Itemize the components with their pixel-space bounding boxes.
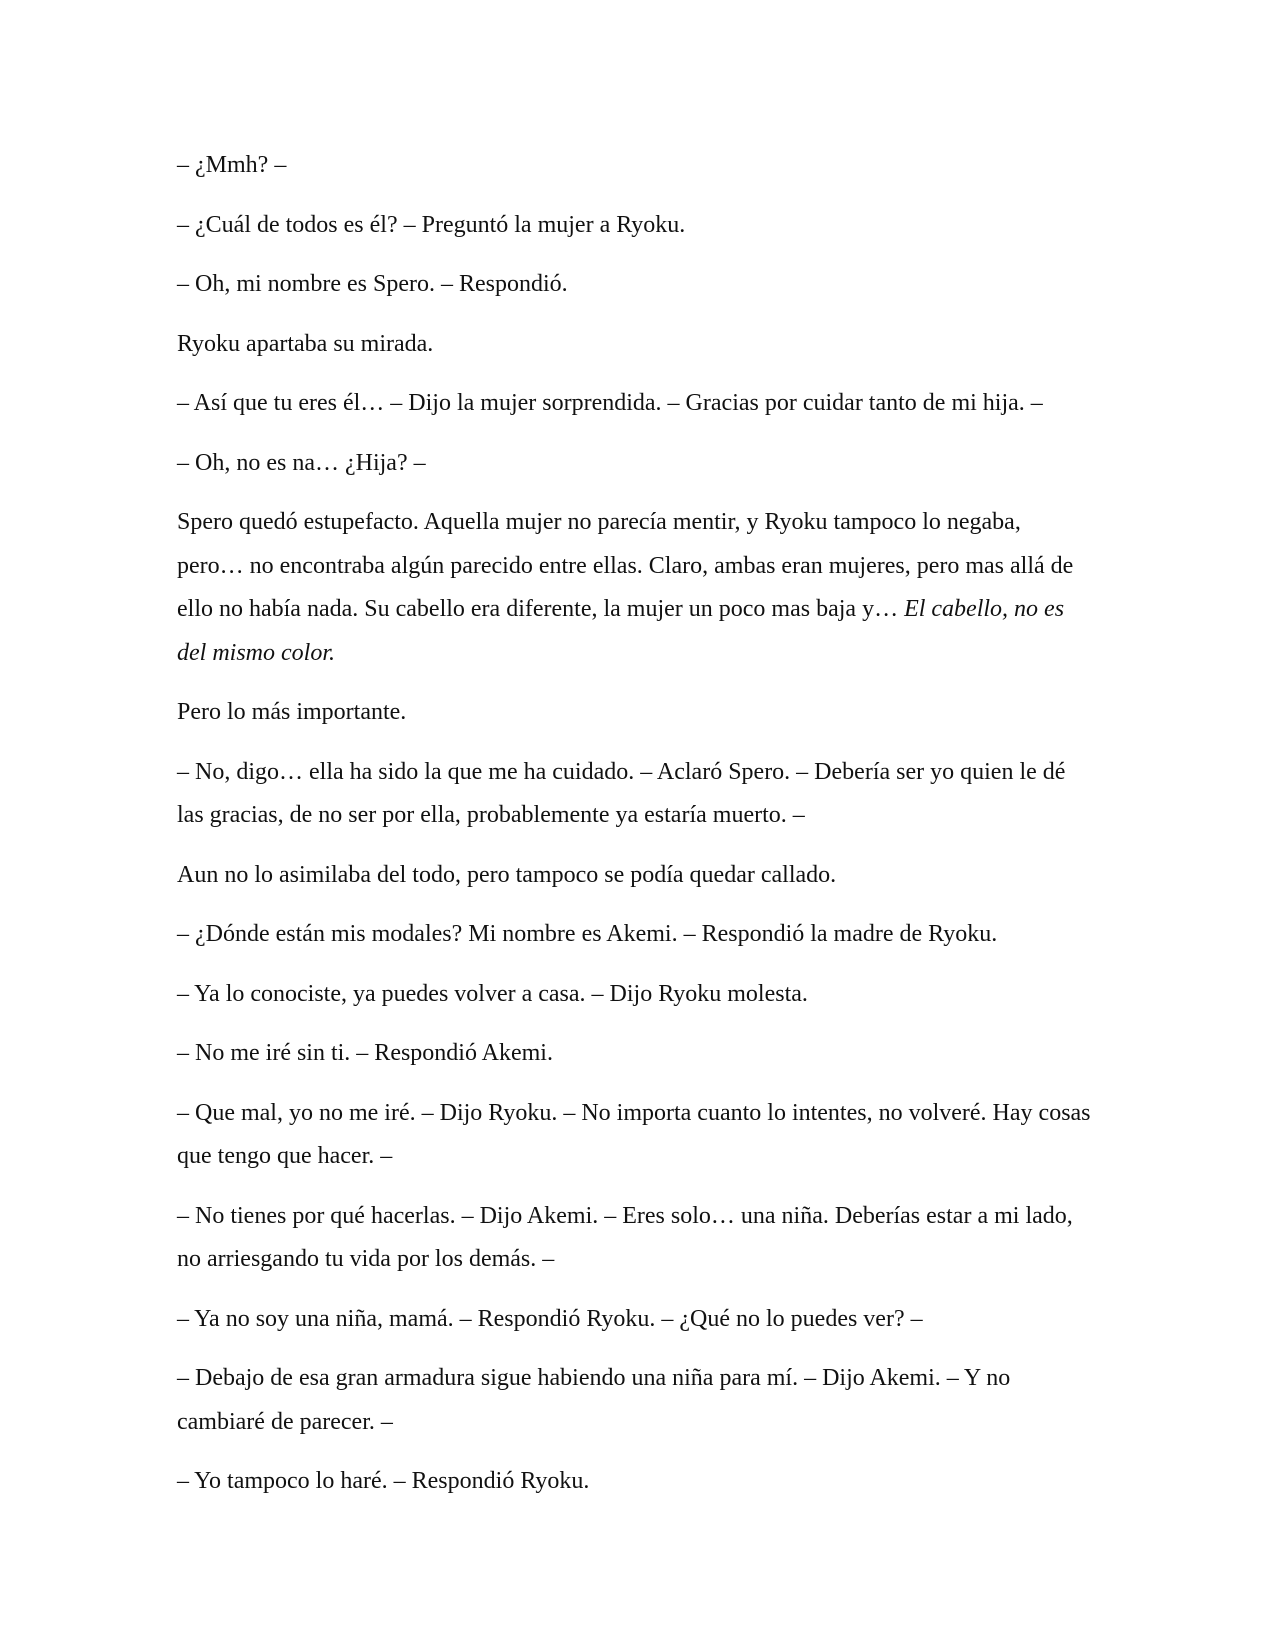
paragraph [177,913,1092,957]
paragraph [177,263,1092,307]
paragraph [177,1032,1092,1076]
paragraph [177,382,1092,426]
paragraph [177,854,1092,898]
paragraph-text: – ¿Dónde están mis modales? Mi nombre es Akemi. – Respondió la madre de Ryoku. [177,921,998,947]
paragraph-text: – No tienes por qué hacerlas. – Dijo Akemi. – Eres solo… una niña. Deberías estar a mi lado, no arriesgando tu vida por los demás. – [177,1202,1073,1272]
paragraph-text: – Oh, mi nombre es Spero. – Respondió. [177,271,568,297]
document-body [177,144,1092,1520]
paragraph-italic-text: El cabello, no es del mismo color. [177,596,1065,666]
paragraph-text: – Oh, no es na… ¿Hija? – [177,449,426,476]
paragraph-text: Pero lo más importante. [177,699,407,725]
paragraph-text: Ryoku apartaba su mirada. [177,330,434,357]
paragraph [177,144,1092,188]
paragraph [177,204,1092,248]
paragraph [177,501,1092,675]
paragraph-text: – Ya lo conociste, ya puedes volver a casa. – Dijo Ryoku molesta. [177,980,808,1007]
paragraph-text: Spero quedó estupefacto. Aquella mujer no parecía mentir, y Ryoku tampoco lo negaba, pero… no encontraba algún parecido entre ellas. Claro, ambas eran mujeres, pero mas allá de ello no había nada. Su cabello era diferente, la mujer un poco mas baja y… [177,509,1074,622]
paragraph [177,1195,1092,1282]
paragraph [177,1092,1092,1179]
paragraph-text: – ¿Mmh? – [177,152,287,178]
paragraph-text: – No, digo… ella ha sido la que me ha cuidado. – Aclaró Spero. – Debería ser yo quien le dé las gracias, de no ser por ella, probablemente ya estaría muerto. – [177,758,1066,828]
paragraph [177,1298,1092,1342]
paragraph-text: – Que mal, yo no me iré. – Dijo Ryoku. – No importa cuanto lo intentes, no volveré. Hay cosas que tengo que hacer. – [177,1099,1091,1169]
paragraph [177,973,1092,1017]
paragraph-text: – Debajo de esa gran armadura sigue habiendo una niña para mí. – Dijo Akemi. – Y no cambiaré de parecer. – [177,1365,1011,1435]
paragraph-text: – Así que tu eres él… – Dijo la mujer sorprendida. – Gracias por cuidar tanto de mi hija. – [177,390,1043,416]
paragraph-text: Aun no lo asimilaba del todo, pero tampoco se podía quedar callado. [177,861,837,888]
paragraph [177,1357,1092,1444]
paragraph-text: – Yo tampoco lo haré. – Respondió Ryoku. [177,1468,590,1494]
paragraph [177,442,1092,486]
paragraph [177,691,1092,735]
paragraph [177,751,1092,838]
paragraph-text: – Ya no soy una niña, mamá. – Respondió Ryoku. – ¿Qué no lo puedes ver? – [177,1305,923,1332]
paragraph [177,1460,1092,1504]
paragraph-text: – ¿Cuál de todos es él? – Preguntó la mujer a Ryoku. [177,211,686,238]
paragraph [177,323,1092,367]
paragraph-text: – No me iré sin ti. – Respondió Akemi. [177,1040,553,1066]
